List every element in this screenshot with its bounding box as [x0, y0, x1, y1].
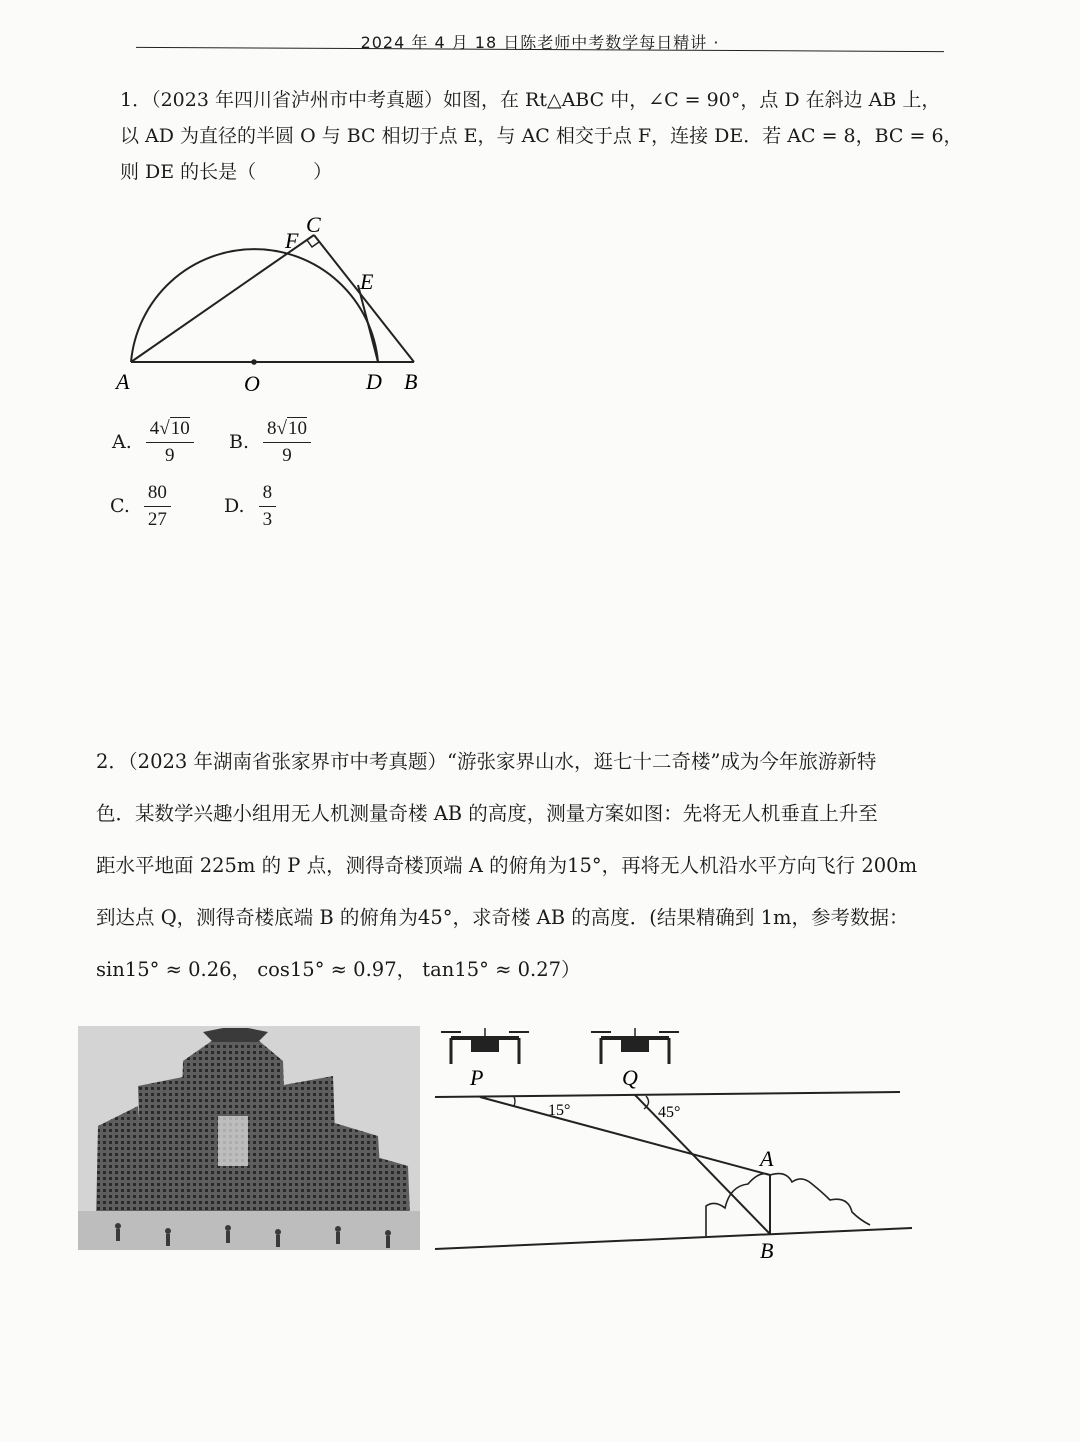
choice-b-radicand: 10	[287, 418, 307, 439]
choice-d-fraction	[259, 482, 277, 531]
choice-c-fraction	[144, 482, 171, 531]
sight-line-p-to-a	[480, 1097, 770, 1175]
choice-c-label: C.	[110, 495, 130, 518]
drone-q-icon	[591, 1028, 679, 1064]
building-outline	[706, 1174, 870, 1236]
choice-b-label: B.	[229, 431, 250, 454]
choice-c[interactable]	[110, 482, 171, 531]
label-d: D	[366, 369, 382, 394]
choice-a-denominator: 9	[164, 444, 175, 466]
choice-b-coef: 8	[267, 418, 277, 439]
page-header-title: 2024 年 4 月 18 日陈老师中考数学每日精讲 ·	[360, 33, 720, 52]
choice-c-numerator: 80	[144, 482, 171, 507]
label-a: A	[760, 1146, 774, 1171]
label-o: O	[244, 371, 260, 396]
question-1-line-3: 则 DE 的长是（ ）	[120, 161, 333, 183]
choice-a-radicand: 10	[170, 418, 190, 439]
choice-a-label: A.	[112, 431, 132, 454]
drone-p-icon	[441, 1028, 529, 1064]
choice-a-fraction	[146, 418, 194, 467]
choice-a-coef: 4	[149, 418, 160, 439]
angle-label-45: 45°	[658, 1104, 681, 1121]
question-2-line-1: 2．（2023 年湖南省张家界市中考真题）“游张家界山水，逛七十二奇楼”成为今年旅游新特	[96, 750, 877, 773]
choice-b-fraction	[263, 418, 311, 467]
question-2-line-2: 色．某数学兴趣小组用无人机测量奇楼 AB 的高度，测量方案如图：先将无人机垂直上升至	[96, 802, 878, 825]
angle-arc-15	[514, 1097, 515, 1106]
question-1	[120, 82, 963, 190]
sqrt-symbol: √	[159, 418, 170, 439]
label-b: B	[760, 1238, 774, 1263]
center-point-o	[251, 359, 257, 365]
sight-line-q-to-b	[635, 1095, 770, 1234]
choice-d[interactable]	[224, 482, 276, 531]
label-f: F	[285, 228, 299, 253]
label-a: A	[116, 369, 130, 394]
choice-a[interactable]	[112, 418, 194, 467]
choice-d-numerator: 8	[259, 482, 277, 507]
horizontal-line-pq	[435, 1092, 900, 1097]
right-angle-mark	[307, 240, 319, 247]
question-2-line-5: sin15° ≈ 0.26， cos15° ≈ 0.97， tan15° ≈ 0.27）	[96, 958, 581, 981]
building-photo	[78, 1026, 420, 1250]
choice-d-label: D.	[224, 495, 245, 518]
label-e: E	[360, 269, 374, 294]
angle-label-15: 15°	[548, 1102, 571, 1119]
choice-c-denominator: 27	[147, 508, 167, 530]
label-p: P	[470, 1065, 484, 1090]
segment-cb	[314, 235, 414, 362]
segment-de	[358, 285, 378, 362]
choice-b-denominator: 9	[282, 444, 292, 466]
label-q: Q	[622, 1065, 638, 1090]
semicircle-arc	[131, 249, 378, 362]
ground-line	[435, 1228, 912, 1249]
question-1-line-1: 1．（2023 年四川省泸州市中考真题）如图，在 Rt△ABC 中，∠C = 90°，点 D 在斜边 AB 上，	[120, 89, 941, 111]
question-2-line-4: 到达点 Q，测得奇楼底端 B 的俯角为45°，求奇楼 AB 的高度．(结果精确到 1m，参考数据：	[96, 906, 909, 929]
question-1-figure	[110, 205, 450, 405]
question-2	[96, 736, 1016, 996]
choice-b[interactable]	[229, 418, 311, 467]
label-b: B	[404, 369, 418, 394]
question-1-line-2: 以 AD 为直径的半圆 O 与 BC 相切于点 E，与 AC 相交于点 F，连接 DE．若 AC = 8，BC = 6，	[120, 125, 963, 147]
sqrt-symbol: √	[276, 418, 287, 439]
choice-d-denominator: 3	[262, 508, 273, 530]
question-2-line-3: 距水平地面 225m 的 P 点，测得奇楼顶端 A 的俯角为15°，再将无人机沿水平方向飞行 200m	[96, 854, 918, 877]
question-2-figure	[430, 1010, 930, 1270]
label-c: C	[306, 212, 321, 237]
